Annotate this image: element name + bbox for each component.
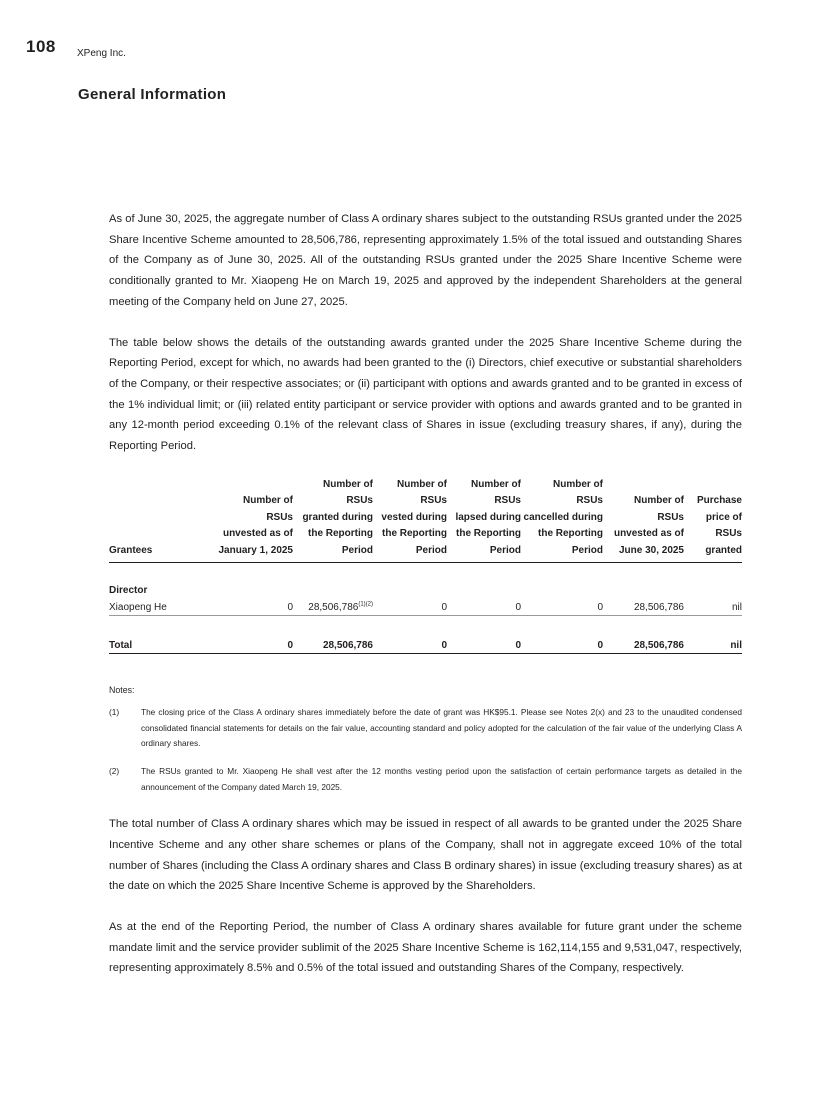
cell-purchase-price: nil (684, 596, 742, 616)
header-unvested-end: Number of RSUs unvested as of June 30, 2025 (603, 477, 684, 563)
cell-unvested-start: 0 (205, 596, 293, 616)
header-granted: Number of RSUs granted during the Reporting Period (293, 477, 373, 563)
header-vested: Number of RSUs vested during the Reporting Period (373, 477, 447, 563)
header-cancelled: Number of RSUs cancelled during the Reporting Period (521, 477, 603, 563)
paragraph-table-intro: The table below shows the details of the outstanding awards granted under the 2025 Share Incentive Scheme during the Reporting Period, except for which, no awards had been granted to the (i) Directors, chief executive or substantial shareholders of the Company, or their respective associates; or (ii) participant with options and awards granted and to be granted in excess of the 1% individual limit; or (iii) related entity participant or service provider with options and awards granted and to be granted in any 12-month period exceeding 0.1% of the relevant class of Shares in issue (excluding treasury shares, if any), during the Reporting Period. (109, 336, 742, 453)
note-number: (1) (109, 707, 120, 718)
table-total-row (109, 634, 742, 654)
table-group-row (109, 580, 742, 596)
paragraph-future-grant: As at the end of the Reporting Period, the number of Class A ordinary shares available for future grant under the scheme mandate limit and the service provider sublimit of the 2025 Share Incentive Scheme is 162,114,155 and 9,531,047, respectively, representing approximately 8.5% and 0.5% of the total issued and outstanding Shares of the Company, respectively. (109, 921, 742, 975)
note-number: (2) (109, 766, 120, 777)
note-reference: (1)(2) (358, 601, 373, 608)
table-row (109, 596, 742, 616)
cell-cancelled: 0 (521, 596, 603, 616)
note-item (109, 705, 742, 752)
total-granted: 28,506,786 (293, 634, 373, 654)
header-unvested-start: Number of RSUs unvested as of January 1, 2025 (205, 477, 293, 563)
cell-vested: 0 (373, 596, 447, 616)
paragraph-outstanding-rsus: As of June 30, 2025, the aggregate number of Class A ordinary shares subject to the outstanding RSUs granted under the 2025 Share Incentive Scheme amounted to 28,506,786, representing approximately 1.5% of the total issued and outstanding Shares of the Company as of June 30, 2025. All of the outstanding RSUs granted under the 2025 Share Incentive Scheme were conditionally granted to Mr. Xiaopeng He on March 19, 2025 and approved by the independent Shareholders at the general meeting of the Company held on June 27, 2025. (109, 213, 742, 308)
cell-lapsed: 0 (447, 596, 521, 616)
note-text: The RSUs granted to Mr. Xiaopeng He shall vest after the 12 months vesting period upon the satisfaction of certain performance targets as detailed in the announcement of the Company dated March 19, 2025. (141, 766, 742, 792)
total-label: Total (109, 634, 205, 654)
cell-unvested-end: 28,506,786 (603, 596, 684, 616)
grantee-name: Xiaopeng He (109, 596, 205, 616)
total-unvested-end: 28,506,786 (603, 634, 684, 654)
note-item (109, 764, 742, 795)
table-header-row (109, 477, 742, 563)
paragraph-scheme-limit: The total number of Class A ordinary shares which may be issued in respect of all awards to be granted under the 2025 Share Incentive Scheme and any other share schemes or plans of the Company, shall not in aggregate exceed 10% of the total number of Shares (including the Class A ordinary shares and Class B ordinary shares) in issue (excluding treasury shares) as at the date on which the 2025 Share Incentive Scheme is approved by the Shareholders. (109, 818, 743, 893)
page-number: 108 (26, 37, 56, 56)
main-content (109, 209, 742, 979)
total-cancelled: 0 (521, 634, 603, 654)
section-title: General Information (78, 86, 227, 103)
notes-title: Notes: (109, 685, 135, 696)
header-lapsed: Number of RSUs lapsed during the Reporting Period (447, 477, 521, 563)
group-label-director: Director (109, 585, 148, 597)
total-vested: 0 (373, 634, 447, 654)
rsu-awards-table (109, 477, 742, 655)
note-text: The closing price of the Class A ordinary shares immediately before the date of grant was HK$95.1. Please see Notes 2(x) and 23 to the unaudited condensed consolidated financial statements for details on the fair value, accounting standard and policy adopted for the calculation of the fair value of the underlying Class A ordinary shares. (141, 707, 742, 749)
company-name: XPeng Inc. (77, 48, 126, 59)
total-lapsed: 0 (447, 634, 521, 654)
total-unvested-start: 0 (205, 634, 293, 654)
header-grantees: Grantees (109, 477, 205, 563)
header-purchase-price: Purchase price of RSUs granted (684, 477, 742, 563)
total-purchase-price: nil (684, 634, 742, 654)
cell-granted: 28,506,786$^{(1)(2)}$ (293, 596, 373, 616)
